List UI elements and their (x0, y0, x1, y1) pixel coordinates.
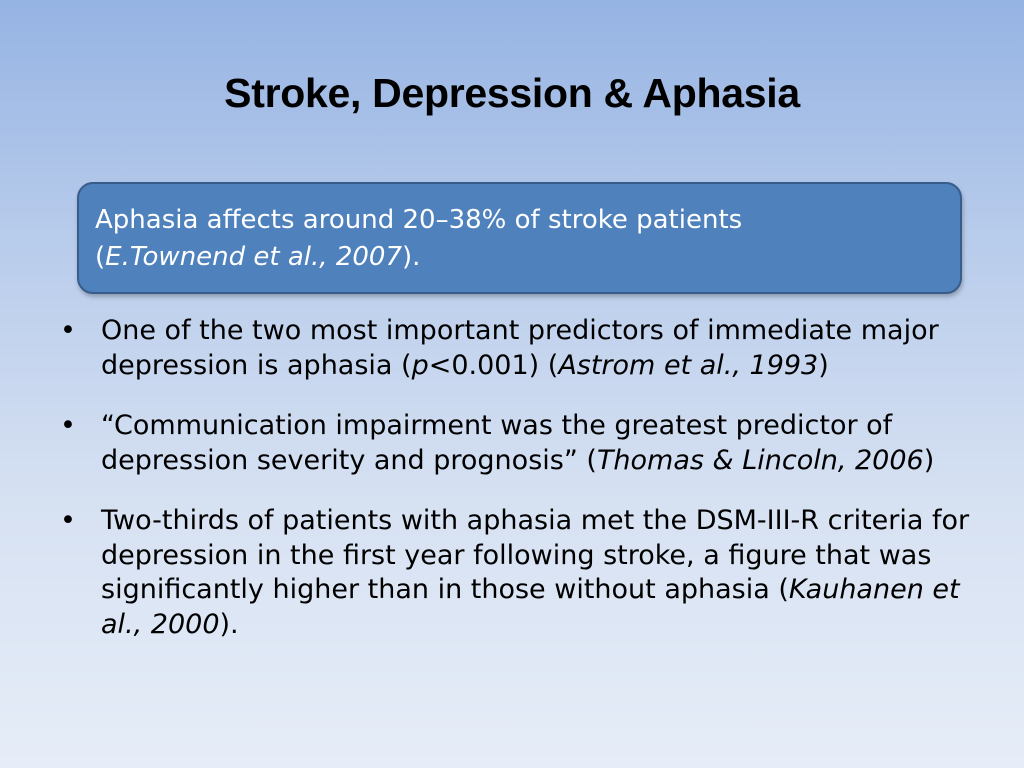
bullet-citation: Thomas & Lincoln, 2006 (596, 444, 924, 476)
bullet-text-pvalue: <0.001) ( (428, 349, 559, 381)
callout-text: Aphasia affects around 20–38% of stroke patients (95, 205, 743, 235)
bullet-icon: • (60, 315, 76, 346)
callout-close-paren: ). (402, 242, 421, 272)
bullet-icon: • (60, 505, 76, 536)
bullet-item-two-thirds (60, 504, 970, 642)
bullet-text: “Communication impairment was the greatest predictor of depression severity and prognosis” ( (101, 410, 893, 476)
bullet-close: ) (818, 349, 829, 381)
callout-box (77, 182, 962, 294)
bullet-item-predictors (60, 314, 970, 383)
bullet-text: Two-thirds of patients with aphasia met the DSM-III-R criteria for depression in the first year following stroke, a figure that was significantly higher than in those without aphasia ( (101, 505, 970, 605)
bullet-item-communication (60, 409, 970, 478)
bullet-text: One of the two most important predictors of immediate major depression is aphasia ( (101, 315, 939, 381)
callout-citation: E.Townend et al., 2007 (105, 242, 402, 272)
slide-title: Stroke, Depression & Aphasia (224, 70, 800, 116)
bullet-close: ). (219, 608, 239, 640)
callout-open-paren: ( (95, 242, 106, 272)
bullet-icon: • (60, 410, 76, 441)
bullet-list (60, 314, 970, 668)
bullet-citation: Astrom et al., 1993 (558, 349, 819, 381)
bullet-italic-p: p (411, 349, 429, 381)
bullet-citation: Kauhanen et al., 2000 (101, 574, 960, 640)
bullet-close: ) (923, 444, 935, 476)
